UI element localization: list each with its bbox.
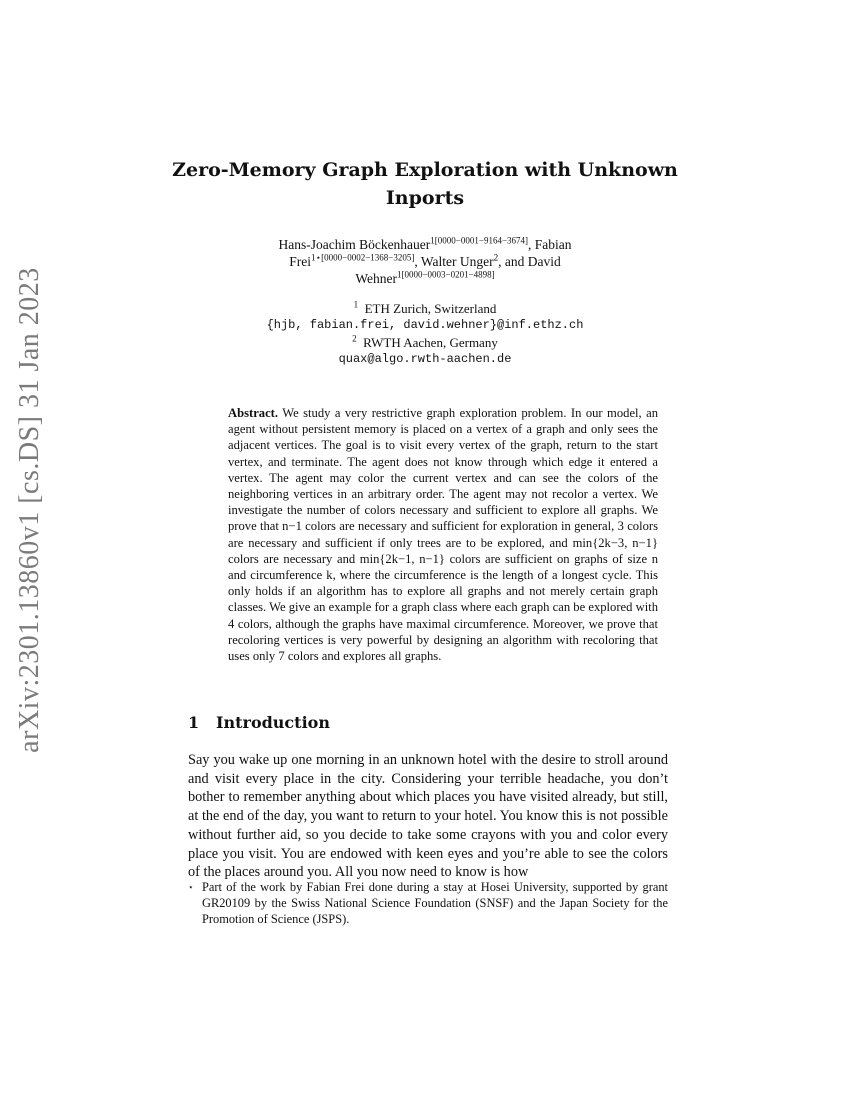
abstract-label: Abstract. (228, 406, 279, 420)
arxiv-identifier-text: arXiv:2301.13860v1 [cs.DS] 31 Jan 2023 (14, 267, 45, 753)
affiliation-name: ETH Zurich, Switzerland (364, 301, 497, 316)
affiliations (220, 300, 630, 368)
author-affiliation-mark: 2 (493, 252, 499, 263)
author-affiliation-mark: 1⋆[0000−0002−1368−3205] (311, 252, 415, 263)
author-name: , and David Wehner (355, 254, 561, 286)
intro-paragraph: Say you wake up one morning in an unknown hotel with the desire to stroll around and visit every place in the city. Considering your terrible headache, you don’t bother to remember anything about which places you have visited already, but still, at the end of the day, you want to return to your hotel. You know this is not possible without further aid, so you decide to take some crayons with you and color every place you visit. You are endowed with keen eyes and you’re able to see the colors of the places around you. All you now need to know is how (188, 752, 668, 881)
section-number: 1 (188, 713, 200, 732)
footnote-mark: ⋆ (188, 882, 194, 892)
email-line: quax@algo.rwth-aachen.de (338, 352, 512, 366)
affiliation-mark: 1 (353, 299, 359, 310)
author-affiliation-mark: 1[0000−0001−9164−3674] (430, 235, 529, 246)
affiliation-mark: 2 (352, 333, 357, 344)
affiliation-line (220, 334, 630, 351)
affiliation-line (220, 300, 630, 317)
abstract-text: We study a very restrictive graph exploration problem. In our model, an agent without persistent memory is placed on a vertex of a graph and only sees the adjacent vertices. The goal is to visit every vertex of the graph, return to the start vertex, and terminate. The agent does not know through which edge it entered a vertex. The agent may color the current vertex and can see the colors of the neighboring vertices in an arbitrary order. The agent may not recolor a vertex. We investigate the number of colors necessary and sufficient to explore all graphs. We prove that n−1 colors are necessary and sufficient for exploration in general, 3 colors are necessary and sufficient if only trees are to be explored, and min{2k−3, n−1} colors are necessary and min{2k−1, n−1} colors are sufficient on graphs of size n and circumference k, where the circumference is the length of a longest cycle. This only holds if an algorithm has to explore all graphs and not merely certain graph classes. We give an example for a graph class where each graph can be explored with 4 colors, although the graphs have maximal circumference. Moreover, we prove that recoloring vertices is very powerful by designing an algorithm with recoloring that uses only 7 colors and explores all graphs. (228, 406, 659, 664)
section-heading (188, 712, 668, 734)
author-name: , Fabian Frei (289, 237, 572, 269)
author-name: , Walter Unger (414, 254, 494, 269)
affiliation-name: RWTH Aachen, Germany (363, 335, 498, 350)
arxiv-identifier (0, 267, 60, 753)
section-title: Introduction (216, 713, 330, 732)
abstract (228, 405, 658, 664)
author-list (220, 236, 630, 287)
author-name: Hans-Joachim Böckenhauer (278, 237, 431, 252)
email-line: {hjb, fabian.frei, david.wehner}@inf.ethz.ch (266, 318, 584, 332)
author-affiliation-mark: 1[0000−0003−0201−4898] (396, 269, 495, 280)
footnote (188, 879, 668, 927)
footnote-text: Part of the work by Fabian Frei done during a stay at Hosei University, supported by grant GR20109 by the Swiss National Science Foundation (SNSF) and the Japan Society for the Promotion of Science (JSPS). (202, 880, 668, 926)
paper-title: Zero-Memory Graph Exploration with Unknown Inports (172, 159, 678, 209)
